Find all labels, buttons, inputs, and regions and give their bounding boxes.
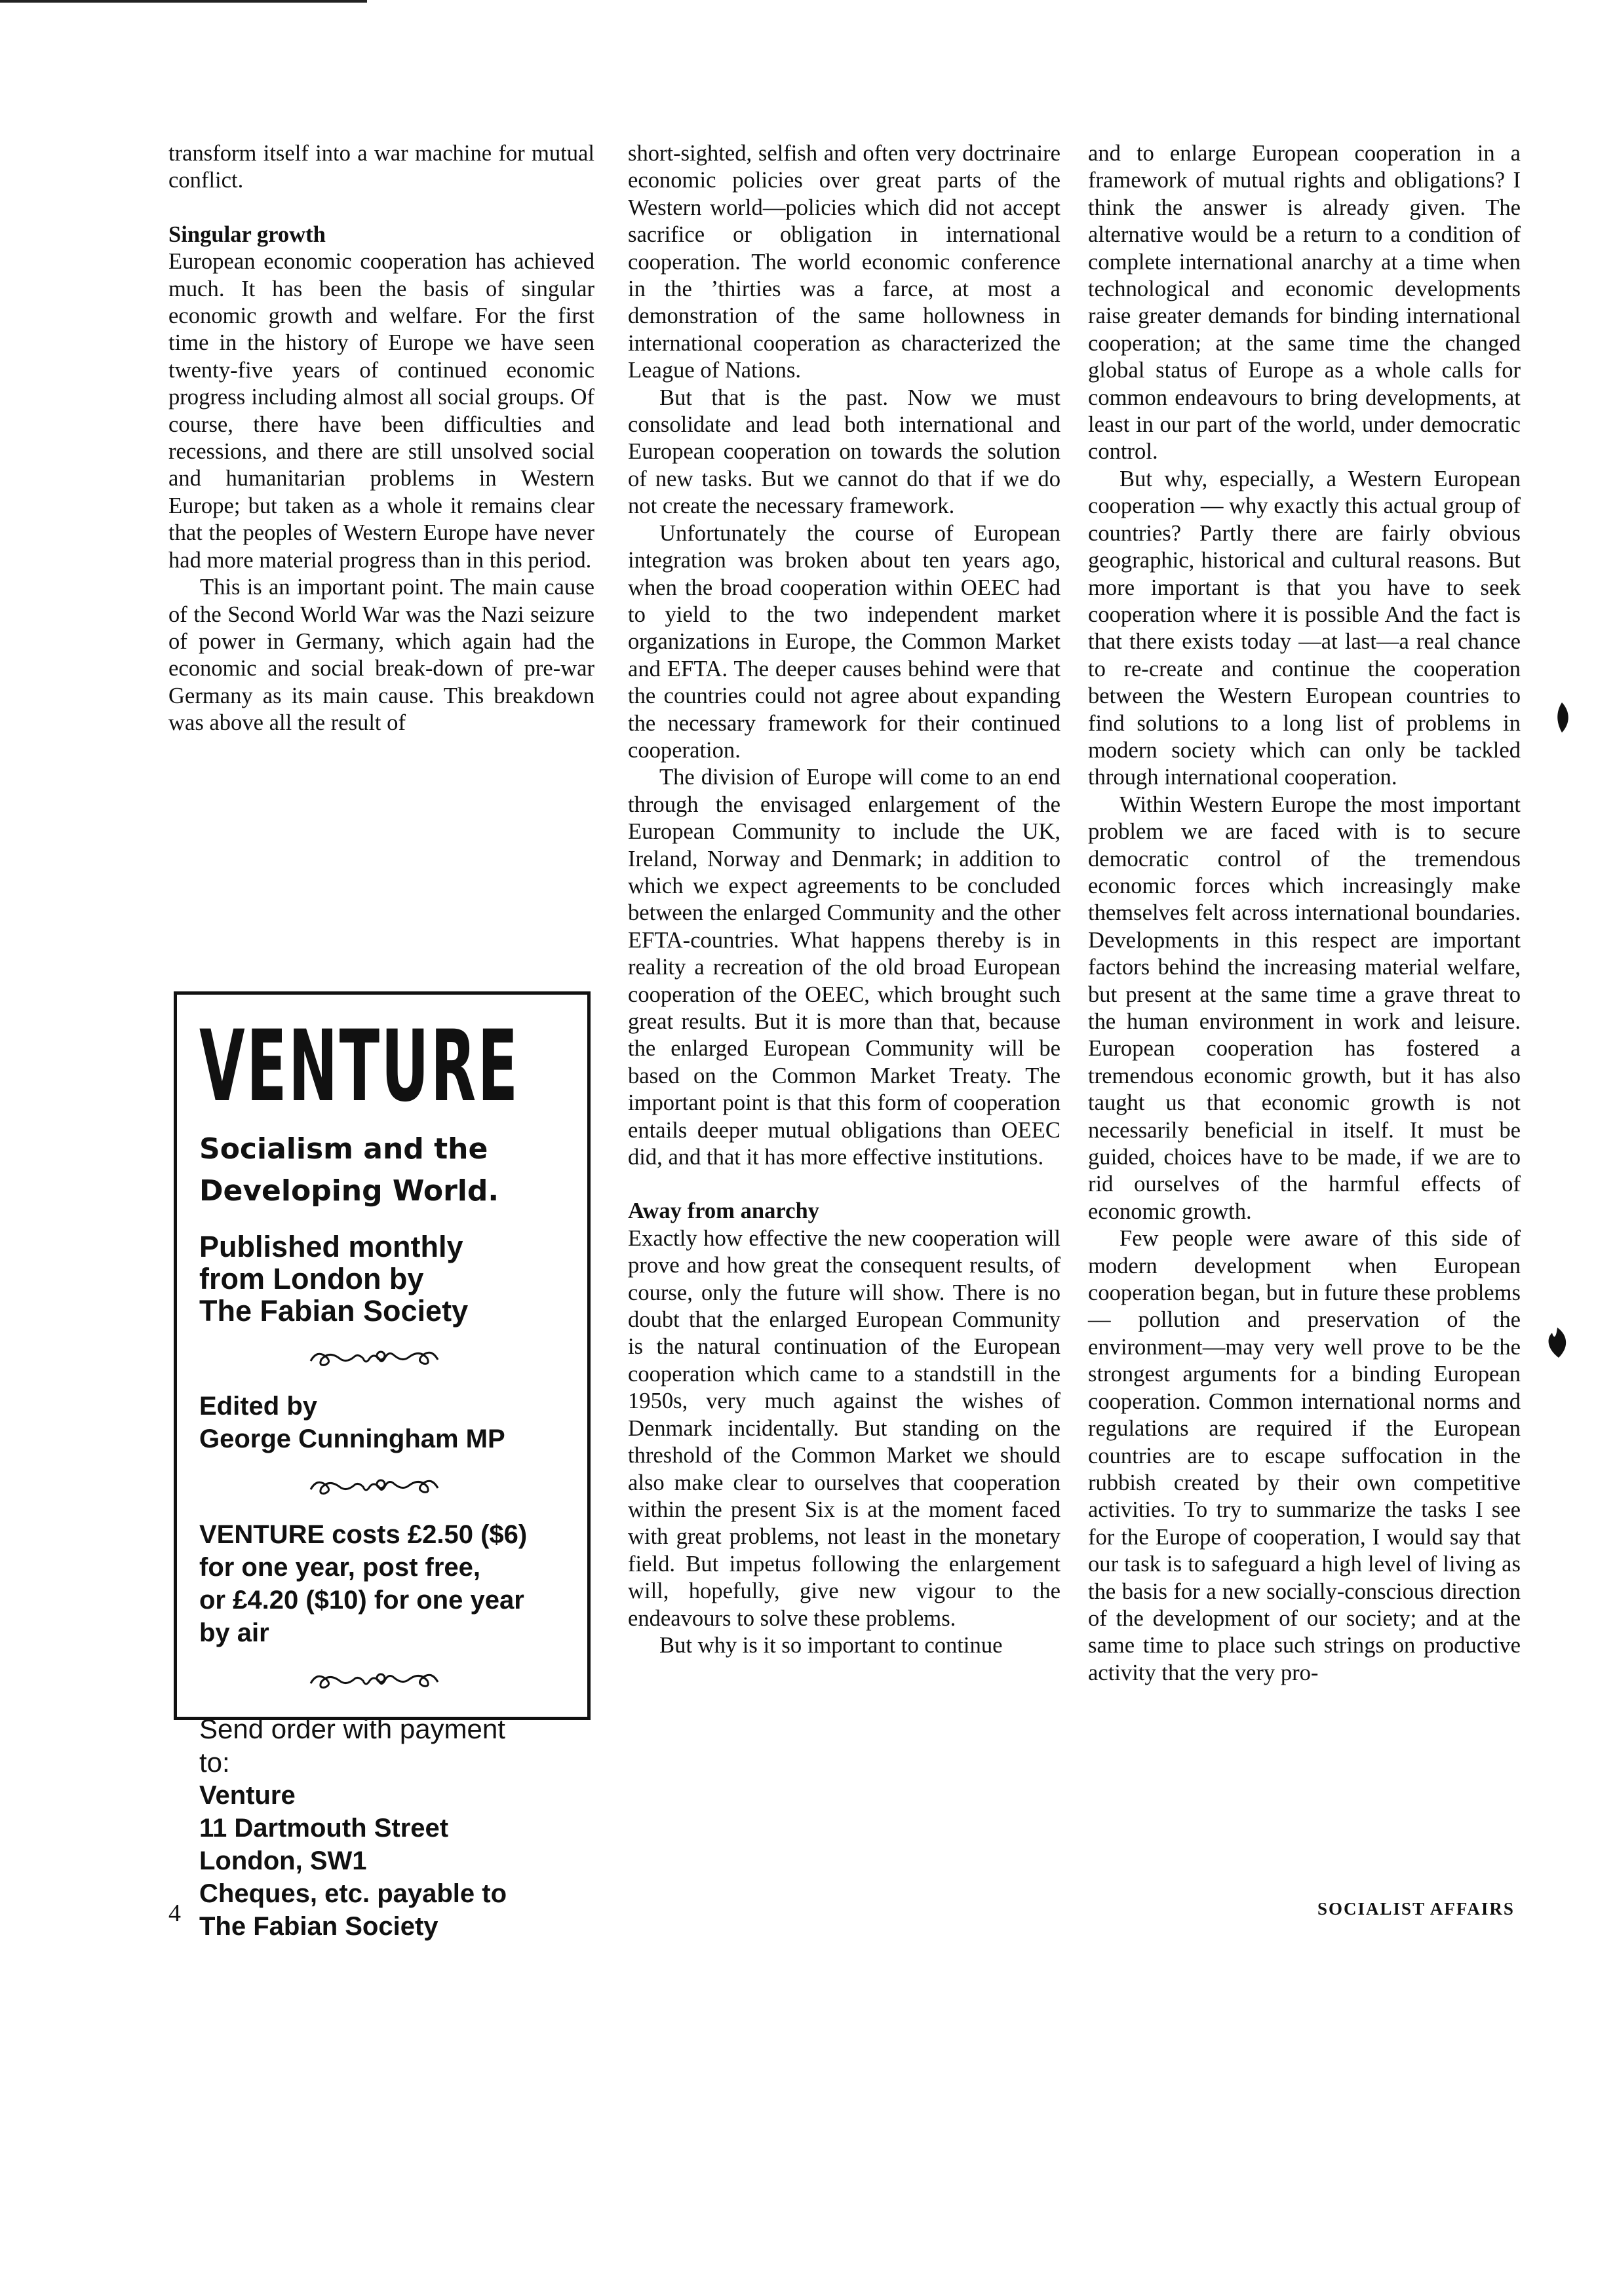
ornament-icon bbox=[305, 1467, 456, 1506]
ornament-icon bbox=[305, 1661, 456, 1700]
page-number: 4 bbox=[168, 1900, 181, 1927]
ornament-icon bbox=[305, 1339, 456, 1378]
ad-subtitle bbox=[199, 1128, 562, 1212]
ad-cost-line: for one year, post free, bbox=[199, 1553, 481, 1582]
ad-title: VENTURE bbox=[199, 1010, 520, 1124]
article-column-1 bbox=[168, 140, 594, 737]
ad-subtitle-line: Socialism and the bbox=[199, 1132, 488, 1166]
paragraph: The division of Europe will come to an end through the envisaged enlargement of the European Community to include the UK, Ireland, Norway and Denmark; in addition to which we expect agreements to be concluded between the enlarged Community and the other EFTA-countries. What happens thereby is in reality a recreation of the old broad European cooperation of the OEEC, which brought such great results. But it is more than that, because the enlarged European Community will be based on the Common Market Treaty. The important point is that this form of cooperation entails deeper mutual obligations than OEEC did, and that it has more effective institutions. bbox=[628, 765, 1060, 1170]
ad-publisher-line: The Fabian Society bbox=[199, 1294, 469, 1328]
top-rule bbox=[0, 0, 367, 3]
ad-cost-line: by air bbox=[199, 1618, 269, 1647]
paragraph: Unfortunately the course of European integration was broken about ten years ago, when the broad cooperation within OEEC had to yield to the two independent market organizations in Europe, the Common Market and EFTA. The deeper causes behind were that the countries could not agree about expanding the necessary framework for their continued cooperation. bbox=[628, 520, 1060, 763]
venture-advertisement bbox=[174, 991, 591, 1941]
paragraph: But why is it so important to continue bbox=[659, 1632, 1003, 1658]
margin-mark-icon bbox=[1544, 1326, 1570, 1359]
article-column-3 bbox=[1088, 140, 1521, 1687]
ad-cost-line: VENTURE costs £2.50 ($6) bbox=[199, 1520, 528, 1549]
paragraph: This is an important point. The main cause of the Second World War was the Nazi seizure of power in Germany, which again had the economic and social break-down of pre-war Germany as its main cause. This breakdown was above all the result of bbox=[168, 575, 594, 736]
paragraph: Within Western Europe the most important problem we are faced with is to secure democratic control of the tremendous economic forces which increasingly make themselves felt across international boundaries. Developments in this respect are important factors behind the increasing material welfare, but present at the same time a grave threat to the human environment in work and leisure. European cooperation has fostered a tremendous economic growth, but it has also taught us that economic growth is not necessarily beneficial in itself. It must be guided, choices have to be made, if we are to rid ourselves of the harmful effects of economic growth. bbox=[1088, 792, 1521, 1224]
paragraph: European economic cooperation has achieved much. It has been the basis of singular economic growth and welfare. For the first time in the history of Europe we have seen twenty-five years of continued economic progress including almost all social groups. Of course, there have been difficulties and recessions, and there are still unsolved social and humanitarian problems in Western Europe; but taken as a whole it remains clear that the peoples of Western Europe have never had more material progress than in this period. bbox=[168, 249, 594, 573]
paragraph: and to enlarge European cooperation in a framework of mutual rights and obligations? I think the answer is already given. The alternative would be a return to a condition of complete international anarchy at a time when technological and economic developments raise greater demands for binding international cooperation; at the same time the changed global status of Europe as a whole calls for common endeavours to bring developments, at least in our part of the world, under democratic control. bbox=[1088, 141, 1521, 465]
ad-publisher-line: Published monthly bbox=[199, 1230, 463, 1263]
paragraph: But why, especially, a Western European cooperation — why exactly this actual group of countries? Partly there are fairly obvious geographic, historical and cultural reasons. But more important is that you have to seek cooperation where it is possible And the fact is that there exists today —at last—a real chance to re-create and continue the cooperation between the Western European countries to find solutions to a long list of problems in modern society which can only be tackled through international cooperation. bbox=[1088, 466, 1521, 790]
ad-address-line: 11 Dartmouth Street bbox=[199, 1814, 449, 1843]
ad-publisher-line: from London by bbox=[199, 1262, 424, 1295]
paragraph: But that is the past. Now we must consolidate and lead both international and European cooperation on towards the solution of new tasks. But we cannot do that if we do not create the necessary framework. bbox=[628, 385, 1060, 519]
section-heading-singular-growth: Singular growth bbox=[168, 221, 326, 247]
article-column-2 bbox=[628, 140, 1060, 1659]
margin-mark-icon bbox=[1553, 702, 1570, 733]
paragraph: transform itself into a war machine for mutual conflict. bbox=[168, 141, 594, 193]
paragraph: short-sighted, selfish and often very doctrinaire economic policies over great parts of the Western world—policies which did not accept sacrifice or obligation in international cooperation. The world economic conference in the ’thirties was a farce, at most a demonstration of the same hollowness in international cooperation as characterized the League of Nations. bbox=[628, 141, 1060, 383]
section-heading-away-from-anarchy: Away from anarchy bbox=[628, 1198, 819, 1224]
ad-editor-line: Edited by bbox=[199, 1392, 318, 1421]
paragraph: Few people were aware of this side of modern development when European cooperation began, but in future these problems — pollution and preservation of the environment—may very well prove to be the strongest arguments for a binding European cooperation. Common international norms and regulations are required if the European countries are to escape suffocation in the rubbish created by their own competitive activities. To try to summarize the tasks I see for the Europe of cooperation, I would say that our task is to safeguard a high level of living as the basis for a new socially-conscious direction of the development of our society; and at the same time to place such strings on productive activity that the very pro- bbox=[1088, 1226, 1521, 1685]
ad-address-line: Venture bbox=[199, 1781, 296, 1810]
publication-name: SOCIALIST AFFAIRS bbox=[1317, 1899, 1515, 1919]
ad-address-line: London, SW1 bbox=[199, 1846, 367, 1875]
ad-editor-line: George Cunningham MP bbox=[199, 1425, 505, 1453]
ad-address-line: The Fabian Society bbox=[199, 1912, 438, 1941]
ad-order-line: to: bbox=[199, 1747, 230, 1778]
paragraph: Exactly how effective the new cooperation will prove and how great the consequent results, of course, only the future will show. There is no doubt that the enlarged European Community is the natural continuation of the European cooperation which came to a standstill in the 1950s, very much against the wishes of Denmark incidentally. But standing on the threshold of the Common Market we should also make clear to ourselves that cooperation within the present Six is at the moment faced with great problems, not least in the monetary field. But impetus following the enlargement will, hopefully, give new vigour to the endeavours to solve these problems. bbox=[628, 1225, 1060, 1631]
ad-order-line: Send order with payment bbox=[199, 1713, 505, 1744]
ad-subtitle-line: Developing World. bbox=[199, 1174, 499, 1208]
ad-cost-line: or £4.20 ($10) for one year bbox=[199, 1586, 524, 1615]
ad-address-line: Cheques, etc. payable to bbox=[199, 1879, 507, 1908]
